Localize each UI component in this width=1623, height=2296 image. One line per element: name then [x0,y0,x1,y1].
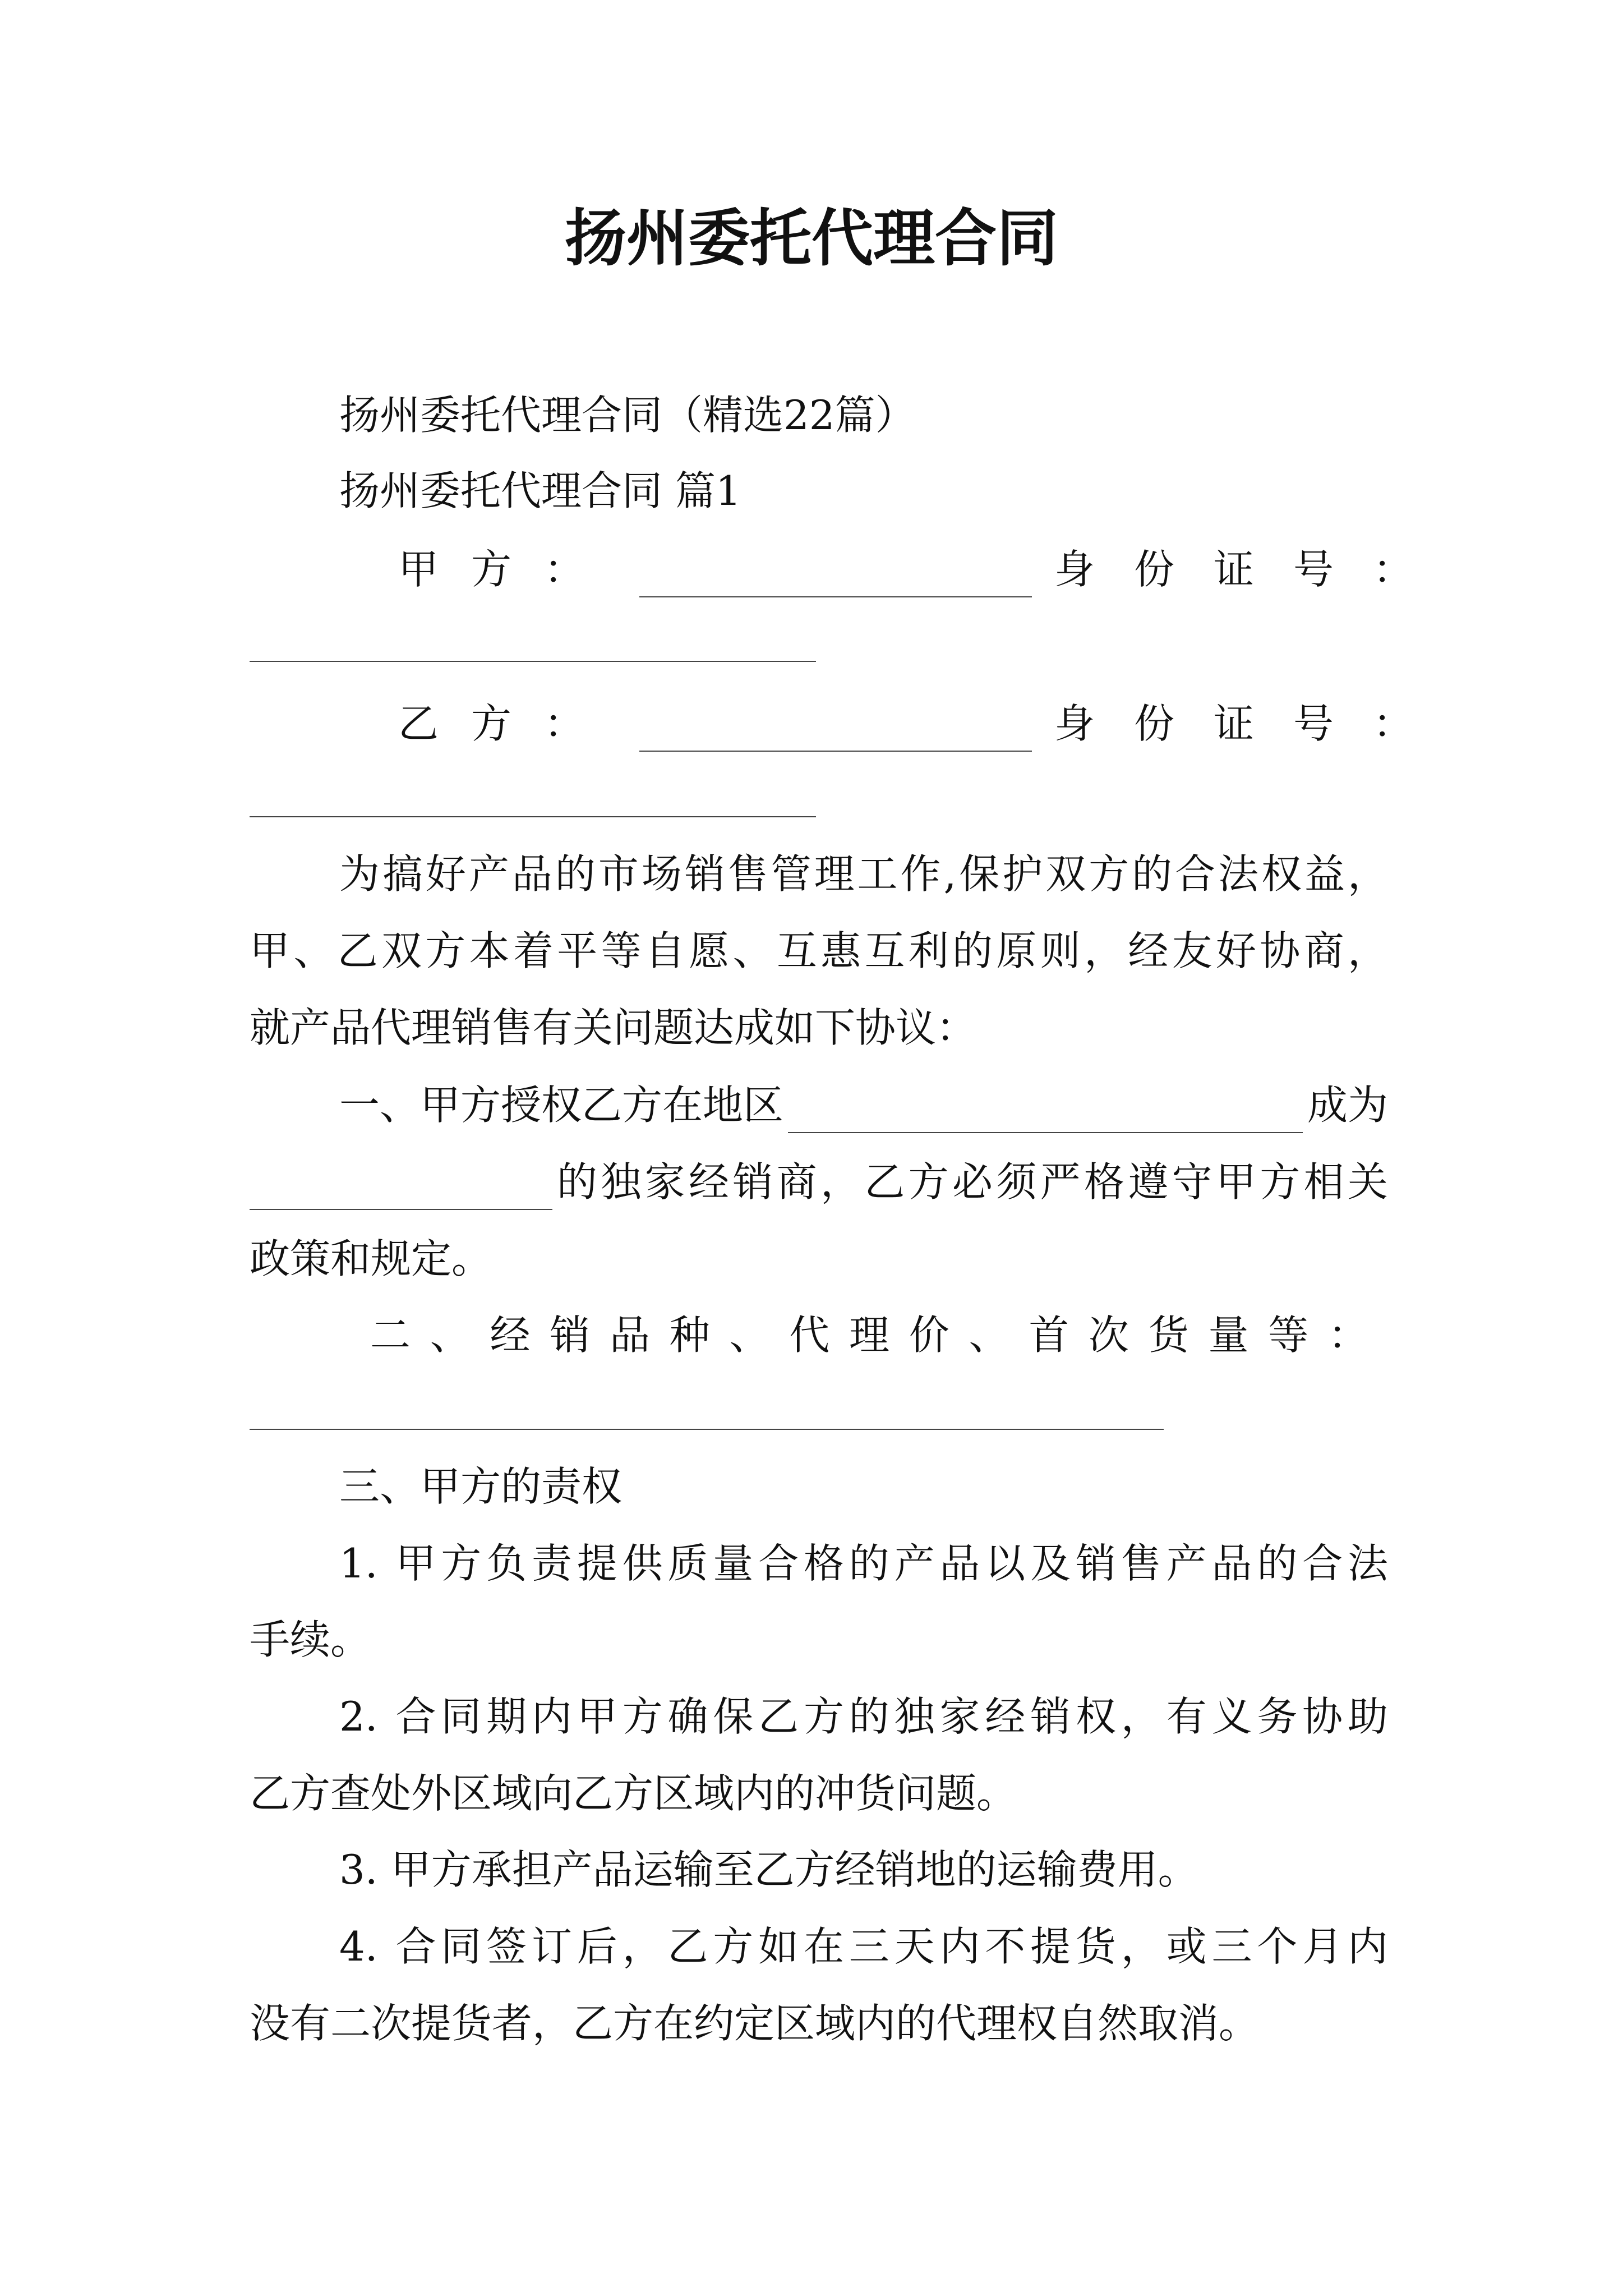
clause-1-line-2-text: 的独家经销商，乙方必须严格遵守甲方相关 [557,1158,1388,1205]
clause-3-heading: 三、甲方的责权 [339,1463,623,1510]
intro-line-2: 甲、乙双方本着平等自愿、互惠互利的原则，经友好协商， [250,927,1388,974]
party-a-label: 甲方： [398,546,617,593]
clause-3-item-3-line-1: 3. 甲方承担产品运输至乙方经销地的运输费用。 [339,1846,1198,1893]
clause-3-item-1-line-1: 1. 甲方负责提供质量合格的产品以及销售产品的合法 [339,1540,1388,1587]
clause-1-region-blank[interactable] [788,1093,1303,1133]
clause-1-distributor-blank[interactable] [250,1170,552,1210]
clause-3-item-4-line-2: 没有二次提货者，乙方在约定区域内的代理权自然取消。 [250,2000,1260,2047]
clause-3-item-1-line-2: 手续。 [250,1616,371,1663]
clause-1-prefix: 一、甲方授权乙方在地区 [339,1082,784,1129]
party-a-name-blank[interactable] [639,557,1032,597]
party-b-name-blank[interactable] [639,711,1032,752]
party-a-id-blank[interactable] [250,661,816,662]
party-a-id-label: 身份证号： [1054,546,1453,593]
intro-line-1: 为搞好产品的市场销售管理工作,保护双方的合法权益， [339,850,1388,898]
clause-3-item-4-line-1: 4. 合同签订后，乙方如在三天内不提货，或三个月内 [339,1923,1388,1970]
party-b-id-label: 身份证号： [1054,700,1453,747]
party-b-row [398,696,1453,752]
clause-2-blank[interactable] [250,1429,1164,1430]
clause-1-line-3: 政策和规定。 [250,1235,492,1282]
clause-3-item-2-line-1: 2. 合同期内甲方确保乙方的独家经销权，有义务协助 [339,1693,1388,1740]
section-heading: 扬州委托代理合同 篇1 [339,467,741,514]
party-b-id-blank[interactable] [250,816,816,817]
clause-1-line-1 [339,1077,1388,1133]
clause-1-suffix: 成为 [1307,1082,1388,1129]
party-b-label: 乙方： [398,700,617,747]
clause-1-line-2 [250,1154,1388,1210]
clause-2: 二、经销品种、代理价、首次货量等： [370,1312,1368,1359]
intro-line-3: 就产品代理销售有关问题达成如下协议： [250,1004,977,1051]
party-a-row [398,541,1453,597]
clause-3-item-2-line-2: 乙方查处外区域向乙方区域内的冲货问题。 [250,1770,1017,1817]
document-subtitle: 扬州委托代理合同（精选22篇） [339,392,916,439]
document-title: 扬州委托代理合同 [565,203,1058,274]
